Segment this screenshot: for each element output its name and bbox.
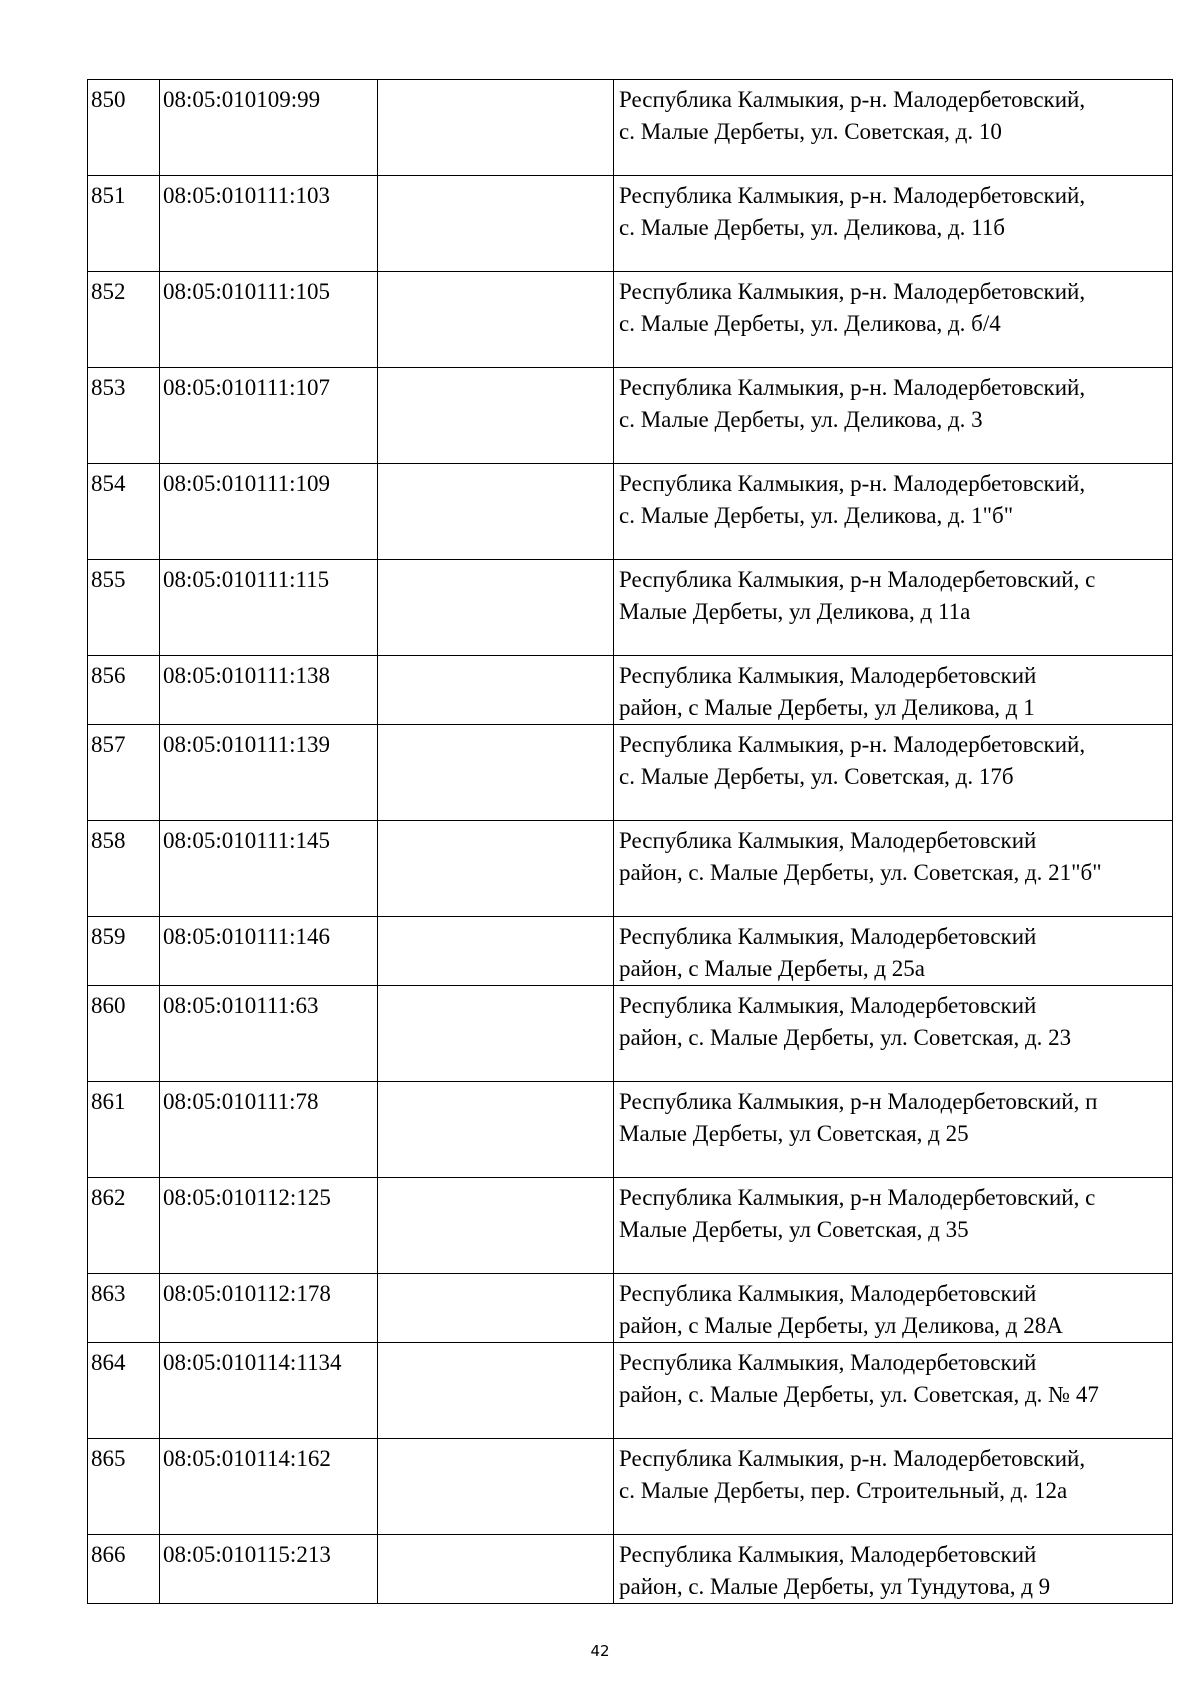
table-row bbox=[88, 725, 1173, 821]
page-number: 42 bbox=[590, 1642, 610, 1660]
table-row bbox=[88, 464, 1173, 560]
cadastral-number: 08:05:010114:1134 bbox=[160, 1343, 378, 1439]
address-cell bbox=[614, 464, 1173, 560]
empty-cell bbox=[378, 1178, 614, 1274]
row-number: 855 bbox=[88, 560, 160, 656]
address-cell bbox=[614, 917, 1173, 986]
address-cell bbox=[614, 80, 1173, 176]
address-cell bbox=[614, 1535, 1173, 1604]
address-line-1: Республика Калмыкия, Малодербетовский bbox=[619, 1281, 1037, 1306]
table-row bbox=[88, 368, 1173, 464]
cadastral-number: 08:05:010114:162 bbox=[160, 1439, 378, 1535]
empty-cell bbox=[378, 725, 614, 821]
row-number: 852 bbox=[88, 272, 160, 368]
address-line-1: Республика Калмыкия, р-н. Малодербетовский, bbox=[619, 279, 1086, 304]
empty-cell bbox=[378, 917, 614, 986]
cadastral-number: 08:05:010111:139 bbox=[160, 725, 378, 821]
address-line-1: Республика Калмыкия, Малодербетовский bbox=[619, 924, 1037, 949]
address-line-2: с. Малые Дербеты, ул. Деликова, д. б/4 bbox=[619, 311, 1001, 336]
address-cell bbox=[614, 272, 1173, 368]
table-row bbox=[88, 1274, 1173, 1343]
table-row bbox=[88, 917, 1173, 986]
row-number: 859 bbox=[88, 917, 160, 986]
row-number: 850 bbox=[88, 80, 160, 176]
row-number: 861 bbox=[88, 1082, 160, 1178]
cadastral-number: 08:05:010111:105 bbox=[160, 272, 378, 368]
address-line-2: район, с. Малые Дербеты, ул. Советская, д. 21"б" bbox=[619, 860, 1102, 885]
address-line-2: район, с Малые Дербеты, ул Деликова, д 28А bbox=[619, 1313, 1063, 1338]
row-number: 863 bbox=[88, 1274, 160, 1343]
row-number: 851 bbox=[88, 176, 160, 272]
address-line-2: район, с. Малые Дербеты, ул Тундутова, д 9 bbox=[619, 1574, 1051, 1599]
cadastral-number: 08:05:010115:213 bbox=[160, 1535, 378, 1604]
address-line-2: район, с. Малые Дербеты, ул. Советская, д. № 47 bbox=[619, 1382, 1099, 1407]
row-number: 865 bbox=[88, 1439, 160, 1535]
property-table bbox=[87, 79, 1173, 1604]
address-line-2: с. Малые Дербеты, пер. Строительный, д. 12а bbox=[619, 1478, 1068, 1503]
address-line-1: Республика Калмыкия, р-н Малодербетовский, с bbox=[619, 1185, 1096, 1210]
address-line-1: Республика Калмыкия, Малодербетовский bbox=[619, 1542, 1037, 1567]
empty-cell bbox=[378, 1439, 614, 1535]
address-line-1: Республика Калмыкия, р-н. Малодербетовский, bbox=[619, 375, 1086, 400]
address-line-2: район, с Малые Дербеты, ул Деликова, д 1 bbox=[619, 695, 1035, 720]
address-cell bbox=[614, 821, 1173, 917]
address-line-2: Малые Дербеты, ул Деликова, д 11а bbox=[619, 599, 971, 624]
address-line-2: с. Малые Дербеты, ул. Советская, д. 17б bbox=[619, 764, 1014, 789]
empty-cell bbox=[378, 1274, 614, 1343]
address-line-2: Малые Дербеты, ул Советская, д 25 bbox=[619, 1121, 969, 1146]
address-line-2: с. Малые Дербеты, ул. Советская, д. 10 bbox=[619, 119, 1002, 144]
address-line-1: Республика Калмыкия, р-н Малодербетовский, с bbox=[619, 567, 1096, 592]
empty-cell bbox=[378, 1535, 614, 1604]
cadastral-number: 08:05:010112:178 bbox=[160, 1274, 378, 1343]
table-row bbox=[88, 1439, 1173, 1535]
row-number: 857 bbox=[88, 725, 160, 821]
cadastral-number: 08:05:010111:103 bbox=[160, 176, 378, 272]
table-row bbox=[88, 656, 1173, 725]
address-line-1: Республика Калмыкия, р-н. Малодербетовский, bbox=[619, 471, 1086, 496]
address-cell bbox=[614, 986, 1173, 1082]
table-row bbox=[88, 1343, 1173, 1439]
cadastral-number: 08:05:010112:125 bbox=[160, 1178, 378, 1274]
empty-cell bbox=[378, 80, 614, 176]
empty-cell bbox=[378, 1082, 614, 1178]
address-cell bbox=[614, 560, 1173, 656]
row-number: 866 bbox=[88, 1535, 160, 1604]
row-number: 858 bbox=[88, 821, 160, 917]
address-line-2: Малые Дербеты, ул Советская, д 35 bbox=[619, 1217, 969, 1242]
address-cell bbox=[614, 368, 1173, 464]
empty-cell bbox=[378, 368, 614, 464]
table-row bbox=[88, 1178, 1173, 1274]
cadastral-number: 08:05:010111:146 bbox=[160, 917, 378, 986]
address-line-1: Республика Калмыкия, Малодербетовский bbox=[619, 828, 1037, 853]
address-line-1: Республика Калмыкия, р-н. Малодербетовский, bbox=[619, 1446, 1086, 1471]
table-row bbox=[88, 560, 1173, 656]
address-cell bbox=[614, 1343, 1173, 1439]
address-line-2: район, с Малые Дербеты, д 25а bbox=[619, 956, 925, 981]
address-cell bbox=[614, 176, 1173, 272]
row-number: 862 bbox=[88, 1178, 160, 1274]
address-line-2: с. Малые Дербеты, ул. Деликова, д. 3 bbox=[619, 407, 983, 432]
empty-cell bbox=[378, 821, 614, 917]
cadastral-number: 08:05:010111:138 bbox=[160, 656, 378, 725]
address-cell bbox=[614, 1274, 1173, 1343]
empty-cell bbox=[378, 560, 614, 656]
cadastral-number: 08:05:010111:145 bbox=[160, 821, 378, 917]
table-row bbox=[88, 176, 1173, 272]
address-line-1: Республика Калмыкия, р-н. Малодербетовский, bbox=[619, 732, 1086, 757]
empty-cell bbox=[378, 272, 614, 368]
empty-cell bbox=[378, 176, 614, 272]
address-cell bbox=[614, 725, 1173, 821]
row-number: 854 bbox=[88, 464, 160, 560]
address-cell bbox=[614, 1178, 1173, 1274]
cadastral-number: 08:05:010111:107 bbox=[160, 368, 378, 464]
empty-cell bbox=[378, 986, 614, 1082]
row-number: 853 bbox=[88, 368, 160, 464]
address-line-2: с. Малые Дербеты, ул. Деликова, д. 11б bbox=[619, 215, 1006, 240]
table-row bbox=[88, 986, 1173, 1082]
table-row bbox=[88, 272, 1173, 368]
row-number: 856 bbox=[88, 656, 160, 725]
address-line-1: Республика Калмыкия, Малодербетовский bbox=[619, 663, 1037, 688]
address-line-1: Республика Калмыкия, Малодербетовский bbox=[619, 1350, 1037, 1375]
table-row bbox=[88, 80, 1173, 176]
address-cell bbox=[614, 656, 1173, 725]
address-line-1: Республика Калмыкия, Малодербетовский bbox=[619, 993, 1037, 1018]
address-cell bbox=[614, 1439, 1173, 1535]
table-row bbox=[88, 1082, 1173, 1178]
row-number: 860 bbox=[88, 986, 160, 1082]
address-line-2: с. Малые Дербеты, ул. Деликова, д. 1"б" bbox=[619, 503, 1014, 528]
row-number: 864 bbox=[88, 1343, 160, 1439]
cadastral-number: 08:05:010111:78 bbox=[160, 1082, 378, 1178]
address-line-1: Республика Калмыкия, р-н. Малодербетовский, bbox=[619, 87, 1086, 112]
empty-cell bbox=[378, 464, 614, 560]
address-line-1: Республика Калмыкия, р-н. Малодербетовский, bbox=[619, 183, 1086, 208]
empty-cell bbox=[378, 656, 614, 725]
table-row bbox=[88, 1535, 1173, 1604]
cadastral-number: 08:05:010111:115 bbox=[160, 560, 378, 656]
address-line-1: Республика Калмыкия, р-н Малодербетовский, п bbox=[619, 1089, 1098, 1114]
empty-cell bbox=[378, 1343, 614, 1439]
table-row bbox=[88, 821, 1173, 917]
cadastral-number: 08:05:010111:109 bbox=[160, 464, 378, 560]
address-line-2: район, с. Малые Дербеты, ул. Советская, д. 23 bbox=[619, 1025, 1072, 1050]
address-cell bbox=[614, 1082, 1173, 1178]
cadastral-number: 08:05:010109:99 bbox=[160, 80, 378, 176]
cadastral-number: 08:05:010111:63 bbox=[160, 986, 378, 1082]
